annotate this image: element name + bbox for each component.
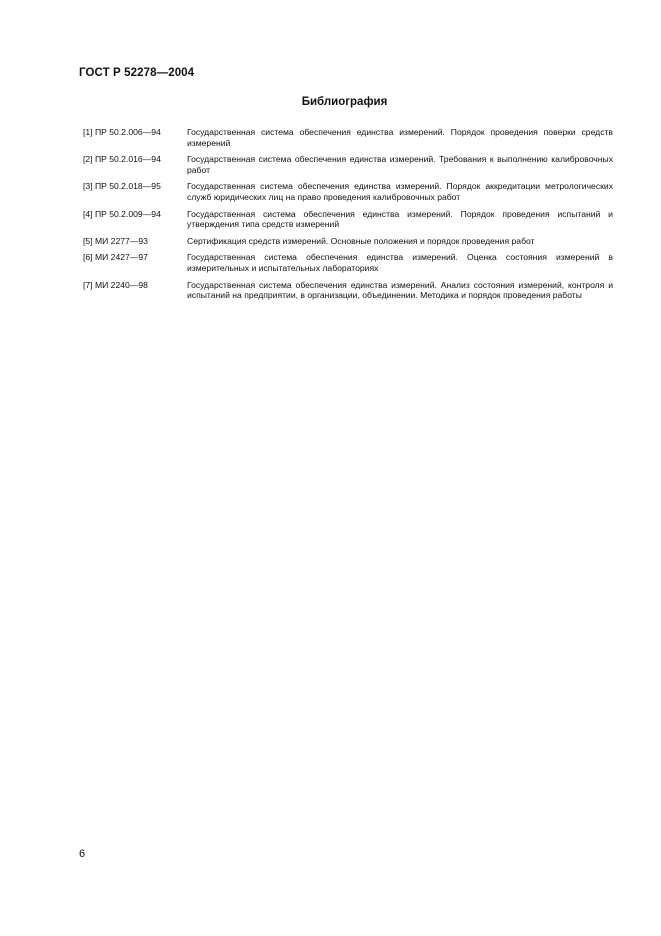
entry-reference: [1] ПР 50.2.006—94 [83, 127, 161, 137]
entry-description: Государственная система обеспечения единства измерений. Оценка состояния измерений в измерительных и испытательных лабораториях [187, 252, 613, 273]
bibliography-entry [83, 252, 613, 273]
entry-reference: [5] МИ 2277—93 [83, 235, 148, 246]
bibliography-list [83, 127, 613, 307]
bibliography-entry [83, 209, 613, 230]
bibliography-entry [83, 127, 613, 148]
entry-description: Государственная система обеспечения единства измерений. Порядок аккредитации метрологических служб юридических лиц на право проведения калибровочных работ [187, 181, 613, 202]
bibliography-entry [83, 236, 613, 247]
page-number: 6 [79, 848, 86, 860]
bibliography-entry [83, 154, 613, 175]
entry-description: Государственная система обеспечения единства измерений. Порядок проведения поверки средств измерений [187, 127, 613, 148]
bibliography-entry [83, 280, 613, 301]
entry-reference: [3] ПР 50.2.018—95 [83, 181, 161, 192]
entry-description: Государственная система обеспечения единства измерений. Анализ состояния измерений, контроля и испытаний на предприятии, в организации, объединении. Методика и порядок проведения работы [187, 279, 613, 301]
entry-description: Государственная система обеспечения единства измерений. Требования к выполнению калибровочных работ [187, 154, 613, 175]
entry-description: Сертификация средств измерений. Основные положения и порядок проведения работ [187, 235, 535, 246]
document-id: ГОСТ Р 52278—2004 [79, 67, 195, 79]
entry-reference: [4] ПР 50.2.009—94 [83, 208, 161, 219]
entry-reference: [6] МИ 2427—97 [83, 252, 148, 263]
entry-reference: [2] ПР 50.2.016—94 [83, 154, 161, 165]
entry-description: Государственная система обеспечения единства измерений. Порядок проведения испытаний и утверждения типа средств измерений [187, 208, 613, 230]
bibliography-title: Библиография [301, 96, 388, 108]
bibliography-entry [83, 181, 613, 202]
entry-reference: [7] МИ 2240—98 [83, 279, 148, 290]
